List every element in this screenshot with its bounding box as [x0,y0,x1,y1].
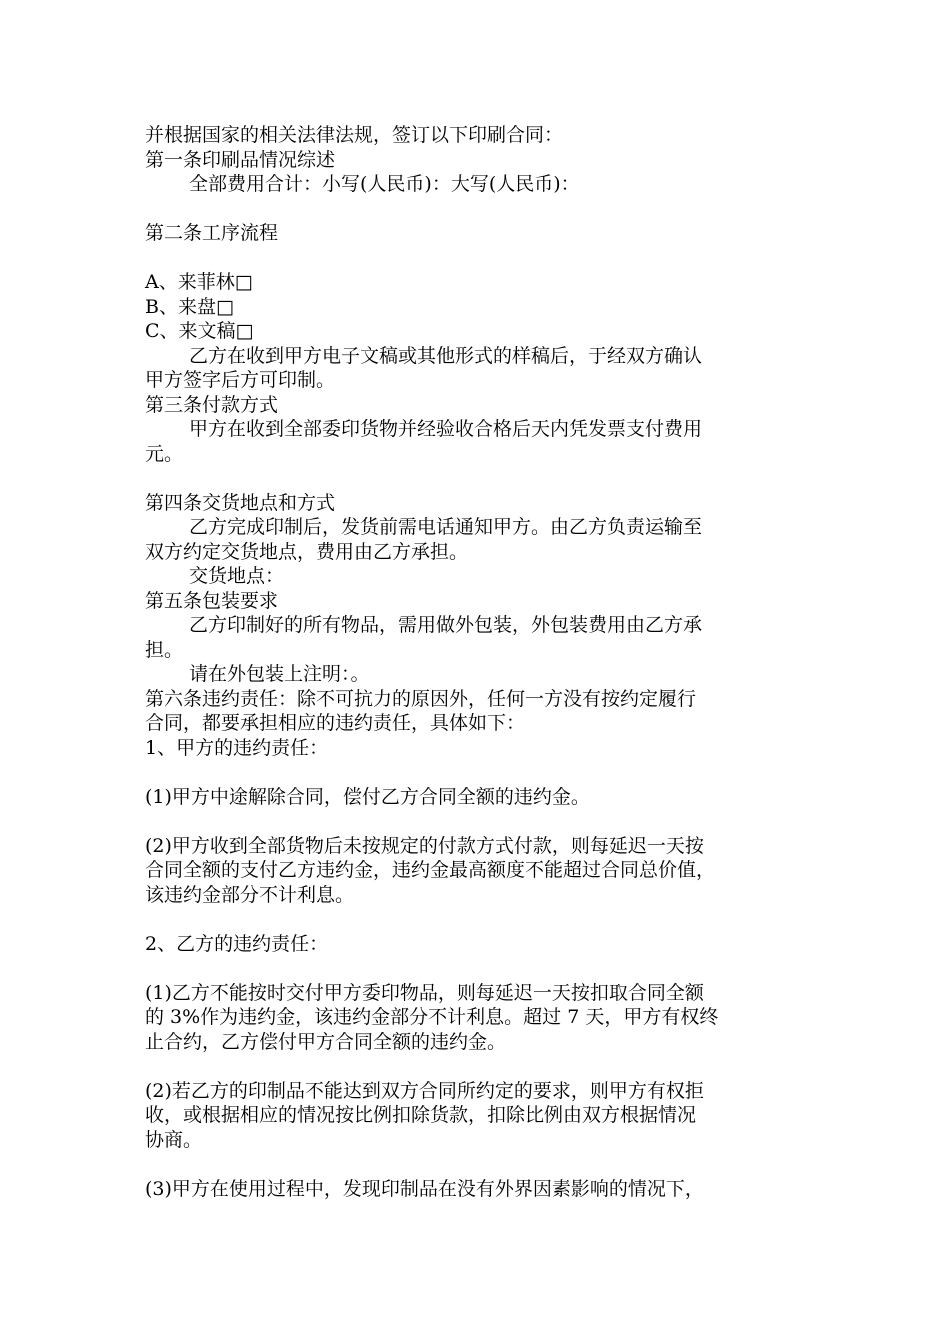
intro-line: 并根据国家的相关法律法规，签订以下印刷合同： [145,124,564,146]
party-a-liability-heading: 1、甲方的违约责任： [145,736,329,759]
option-b: B、来盘□ [145,295,234,318]
payment-line-2: 元。 [145,442,184,465]
proof-confirm-line-1: 乙方在收到甲方电子文稿或其他形式的样稿后，于经双方确认 [189,344,703,367]
article-6-heading-line-1: 第六条违约责任：除不可抗力的原因外，任何一方没有按约定履行 [145,687,697,710]
article-1-heading: 第一条印刷品情况综述 [145,148,336,171]
article-3-heading: 第三条付款方式 [145,393,279,416]
party-a-clause-2-line-1: (2)甲方收到全部货物后未按规定的付款方式付款，则每延迟一天按 [145,834,704,857]
party-b-clause-2-line-3: 协商。 [145,1128,203,1151]
article-2-heading: 第二条工序流程 [145,222,279,244]
payment-line-1: 甲方在收到全部委印货物并经验收合格后天内凭发票支付费用 [189,418,703,440]
packaging-note: 请在外包装上注明：。 [189,663,370,685]
party-b-clause-3-line-1: (3)甲方在使用过程中，发现印制品在没有外界因素影响的情况下， [145,1177,704,1200]
party-a-clause-1: (1)甲方中途解除合同，偿付乙方合同全额的违约金。 [145,785,590,808]
total-cost-line: 全部费用合计：小写(人民币)：大写(人民币)： [189,173,580,195]
proof-confirm-line-2: 甲方签字后方可印制。 [145,369,336,391]
party-b-clause-2-line-1: (2)若乙方的印制品不能达到双方合同所约定的要求，则甲方有权拒 [145,1079,704,1102]
packaging-line-2: 担。 [145,638,184,661]
party-a-clause-2-line-3: 该违约金部分不计利息。 [145,883,355,906]
option-a: A、来菲林□ [145,271,253,293]
option-c: C、来文稿□ [145,320,254,342]
packaging-line-1: 乙方印制好的所有物品，需用做外包装，外包装费用由乙方承 [189,614,703,636]
party-b-liability-heading: 2、乙方的违约责任： [145,932,329,955]
delivery-place: 交货地点： [189,565,285,587]
party-b-clause-1-line-1: (1)乙方不能按时交付甲方委印物品，则每延迟一天按扣取合同全额 [145,981,704,1004]
contract-body [145,123,815,1201]
article-5-heading: 第五条包装要求 [145,589,279,612]
party-b-clause-2-line-2: 收，或根据相应的情况按比例扣除货款，扣除比例由双方根据情况 [145,1104,697,1126]
article-4-heading: 第四条交货地点和方式 [145,491,336,514]
delivery-line-2: 双方约定交货地点，费用由乙方承担。 [145,540,469,563]
party-b-clause-1-line-3: 止合约，乙方偿付甲方合同全额的违约金。 [145,1030,507,1053]
party-a-clause-2-line-2: 合同全额的支付乙方违约金，违约金最高额度不能超过合同总价值， [145,859,716,881]
article-6-heading-line-2: 合同，都要承担相应的违约责任，具体如下： [145,712,526,734]
party-b-clause-1-line-2: 的 3%作为违约金，该违约金部分不计利息。超过 7 天，甲方有权终 [145,1006,719,1028]
delivery-line-1: 乙方完成印制后，发货前需电话通知甲方。由乙方负责运输至 [189,516,703,538]
